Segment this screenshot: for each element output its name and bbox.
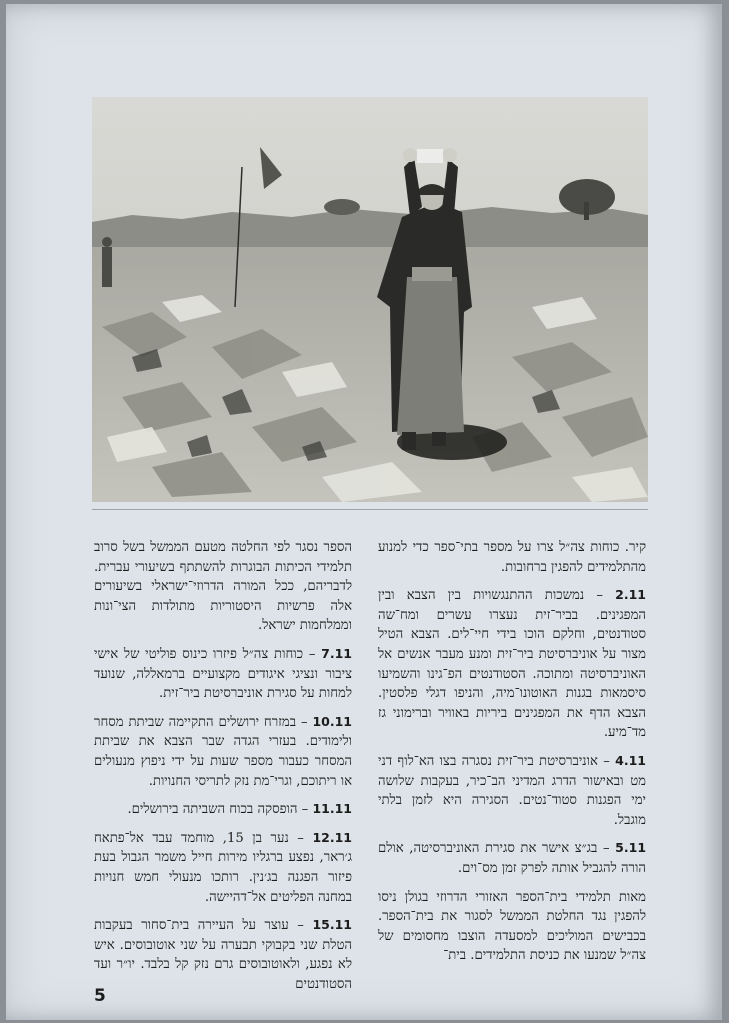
chronology-entry: 7.11 – כוחות צה״ל פיזרו כינוס פוליטי של אישי ציבור ונציגי איגודים מקצועיים ברמאללה, שנועד למחות על סגירת אוניברסיטת ביר־זית. [94, 645, 352, 702]
text-column-right [378, 537, 646, 974]
entry-date: 4.11 [615, 752, 646, 768]
chronology-entry [94, 537, 352, 636]
entry-text: אוניברסיטת ביר־זית נסגרה בצו הא־לוף דני מט ובאישור הדרג המדיני הב־כיר, בעקבות שלושה ימי הפגנות סטוד־נטים. הסגירה היא לזמן בלתי מוגבל. [378, 753, 646, 828]
chronology-entry: 12.11 – נער בן 15, מוחמד עבד אל־פתאח ג׳ראר, נפצע ברגליו מירות חייל משמר הגבול בעת פיזור הפגנה בג׳נין. רותכו מנעולי חמש חנויות במחנה הפליטים אל־דהיישה. [94, 829, 352, 905]
entry-text: עוצר על העיירה בית־סחור בעקבות הטלת שני בקבוקי תבערה על שני אוטובוסים. איש לא נפגע, ולאוטובוסים גרם נזק קל בלבד. יו״ר ועד הסטודנטים [94, 918, 352, 992]
chronology-entry [378, 887, 646, 966]
photo-image [92, 97, 648, 502]
entry-text: בג״צ אישר את סגירת האוניברסיטה, אולם הורה להגביל אותה לפרק זמן מס־וים. [378, 841, 646, 876]
chronology-entry: 11.11 – הופסקה בכוח השביתה בירושלים. [127, 801, 352, 818]
entry-text: הספר נסגר לפי החלטה מטעם הממשל בשל סרוב תלמידי הכיתות הבוגרות להשתתף בשיעורי עברית. לדבריהם, ככל המורה הדרוזי־ישראלי בשיעורים אלה פרשיות היסטוריות מתולדות הצי־ונות וממלחמות ישראל. [94, 540, 352, 634]
chronology-entry [378, 537, 646, 577]
chronology-entry: 2.11 – נמשכות ההתנגשויות בין הצבא ובין המפגינים. בביר־זית נעצרו עשרים ומח־שה סטודנטים, וחלקם הוכו בידי חיי־לים. הצבא הטיל מצור על אוניברסיטת ביר־זית ומנע מעבר אנשים אל האוניברסיטה ומתוכה. הסטודנטים הפ־גינו והשמיעו סיסמאות בגנות האוטונו־מיה, והניפו דגלי פלסטין. הצבא הדף את המפגינים ביריות באוויר וברימוני גז מד־מיע. [378, 587, 646, 741]
entry-date: 5.11 [615, 840, 647, 856]
entry-date: 7.11 [321, 645, 352, 661]
entry-date: 2.11 [615, 587, 646, 603]
entry-text: קיר. כוחות צה״ל צרו על מספר בתי־ספר כדי למנוע מהתלמידים להפגין ברחובות. [378, 540, 646, 575]
chronology-entry: 10.11 – במזרח ירושלים התקיימה שביתת מסחר ולימודים. בעזרי הגדה שבר הצבא את שביתת המסחר כעבור מספר שעות על ידי ניפוץ מנעולים או ריתוכם, וגרי־מת נזק לתריסי החנויות. [94, 713, 352, 789]
entry-text: נמשכות ההתנגשויות בין הצבא ובין המפגינים. בביר־זית נעצרו עשרים ומח־שה סטודנטים, וחלקם הוכו בידי חיי־לים. הצבא הטיל מצור על אוניברסיטת ביר־זית ומנע מעבר אנשים אל האוניברסיטה ומתוכה. הסטודנטים הפ־גינו והשמיעו סיסמאות בגנות האוטונו־מיה, והניפו דגלי פלסטין. הצבא הדף את המפגינים ביריות באוויר וברימוני גז מד־מיע. [378, 588, 646, 741]
photo-bottom-rule [92, 509, 648, 510]
chronology-entry: 4.11 – אוניברסיטת ביר־זית נסגרה בצו הא־לוף דני מט ובאישור הדרג המדיני הב־כיר, בעקבות שלושה ימי הפגנות סטוד־נטים. הסגירה היא לזמן בלתי מוגבל. [378, 752, 646, 828]
entry-date: 15.11 [312, 917, 352, 933]
entry-date: 10.11 [312, 713, 352, 729]
entry-date: 12.11 [312, 829, 352, 845]
entry-text: במזרח ירושלים התקיימה שביתת מסחר ולימודים. בעזרי הגדה שבר הצבא את שביתת המסחר כעבור מספר שעות על ידי ניפוץ מנעולים או ריתוכם, וגרי־מת נזק לתריסי החנויות. [94, 714, 352, 789]
text-column-left [94, 537, 352, 1002]
entry-date: 11.11 [312, 801, 352, 817]
document-page [6, 4, 722, 1020]
entry-text: הופסקה בכוח השביתה בירושלים. [127, 802, 298, 818]
page-number: 5 [94, 986, 106, 1006]
chronology-entry: 5.11 – בג״צ אישר את סגירת האוניברסיטה, אולם הורה להגביל אותה לפרק זמן מס־וים. [378, 840, 647, 876]
entry-text: כוחות צה״ל פיזרו כינוס פוליטי של אישי ציבור ונציגי איגודים מקצועיים ברמאללה, שנועד למחות על סגירת אוניברסיטת ביר־זית. [94, 646, 352, 702]
entry-text: מאות תלמידי בית־הספר האזורי הדרוזי בגולן ניסו להפגין נגד החלטת הממשל לסגור את בית־הספר. בכבישים המוליכים למסעדה הוצבו מחסומים של צה״ל שמנעו את כניסת התלמידים. בית־ [378, 889, 646, 964]
entry-text: נער בן 15, מוחמד עבד אל־פתאח ג׳ראר, נפצע ברגליו מירות חייל משמר הגבול בעת פיזור הפגנה בג׳נין. רותכו מנעולי חמש חנויות במחנה הפליטים אל־דהיישה. [94, 830, 352, 905]
photo-woman-in-rubble [92, 97, 648, 502]
chronology-entry: 15.11 – עוצר על העיירה בית־סחור בעקבות הטלת שני בקבוקי תבערה על שני אוטובוסים. איש לא נפגע, ולאוטובוסים גרם נזק קל בלבד. יו״ר ועד הסטודנטים [94, 917, 352, 992]
